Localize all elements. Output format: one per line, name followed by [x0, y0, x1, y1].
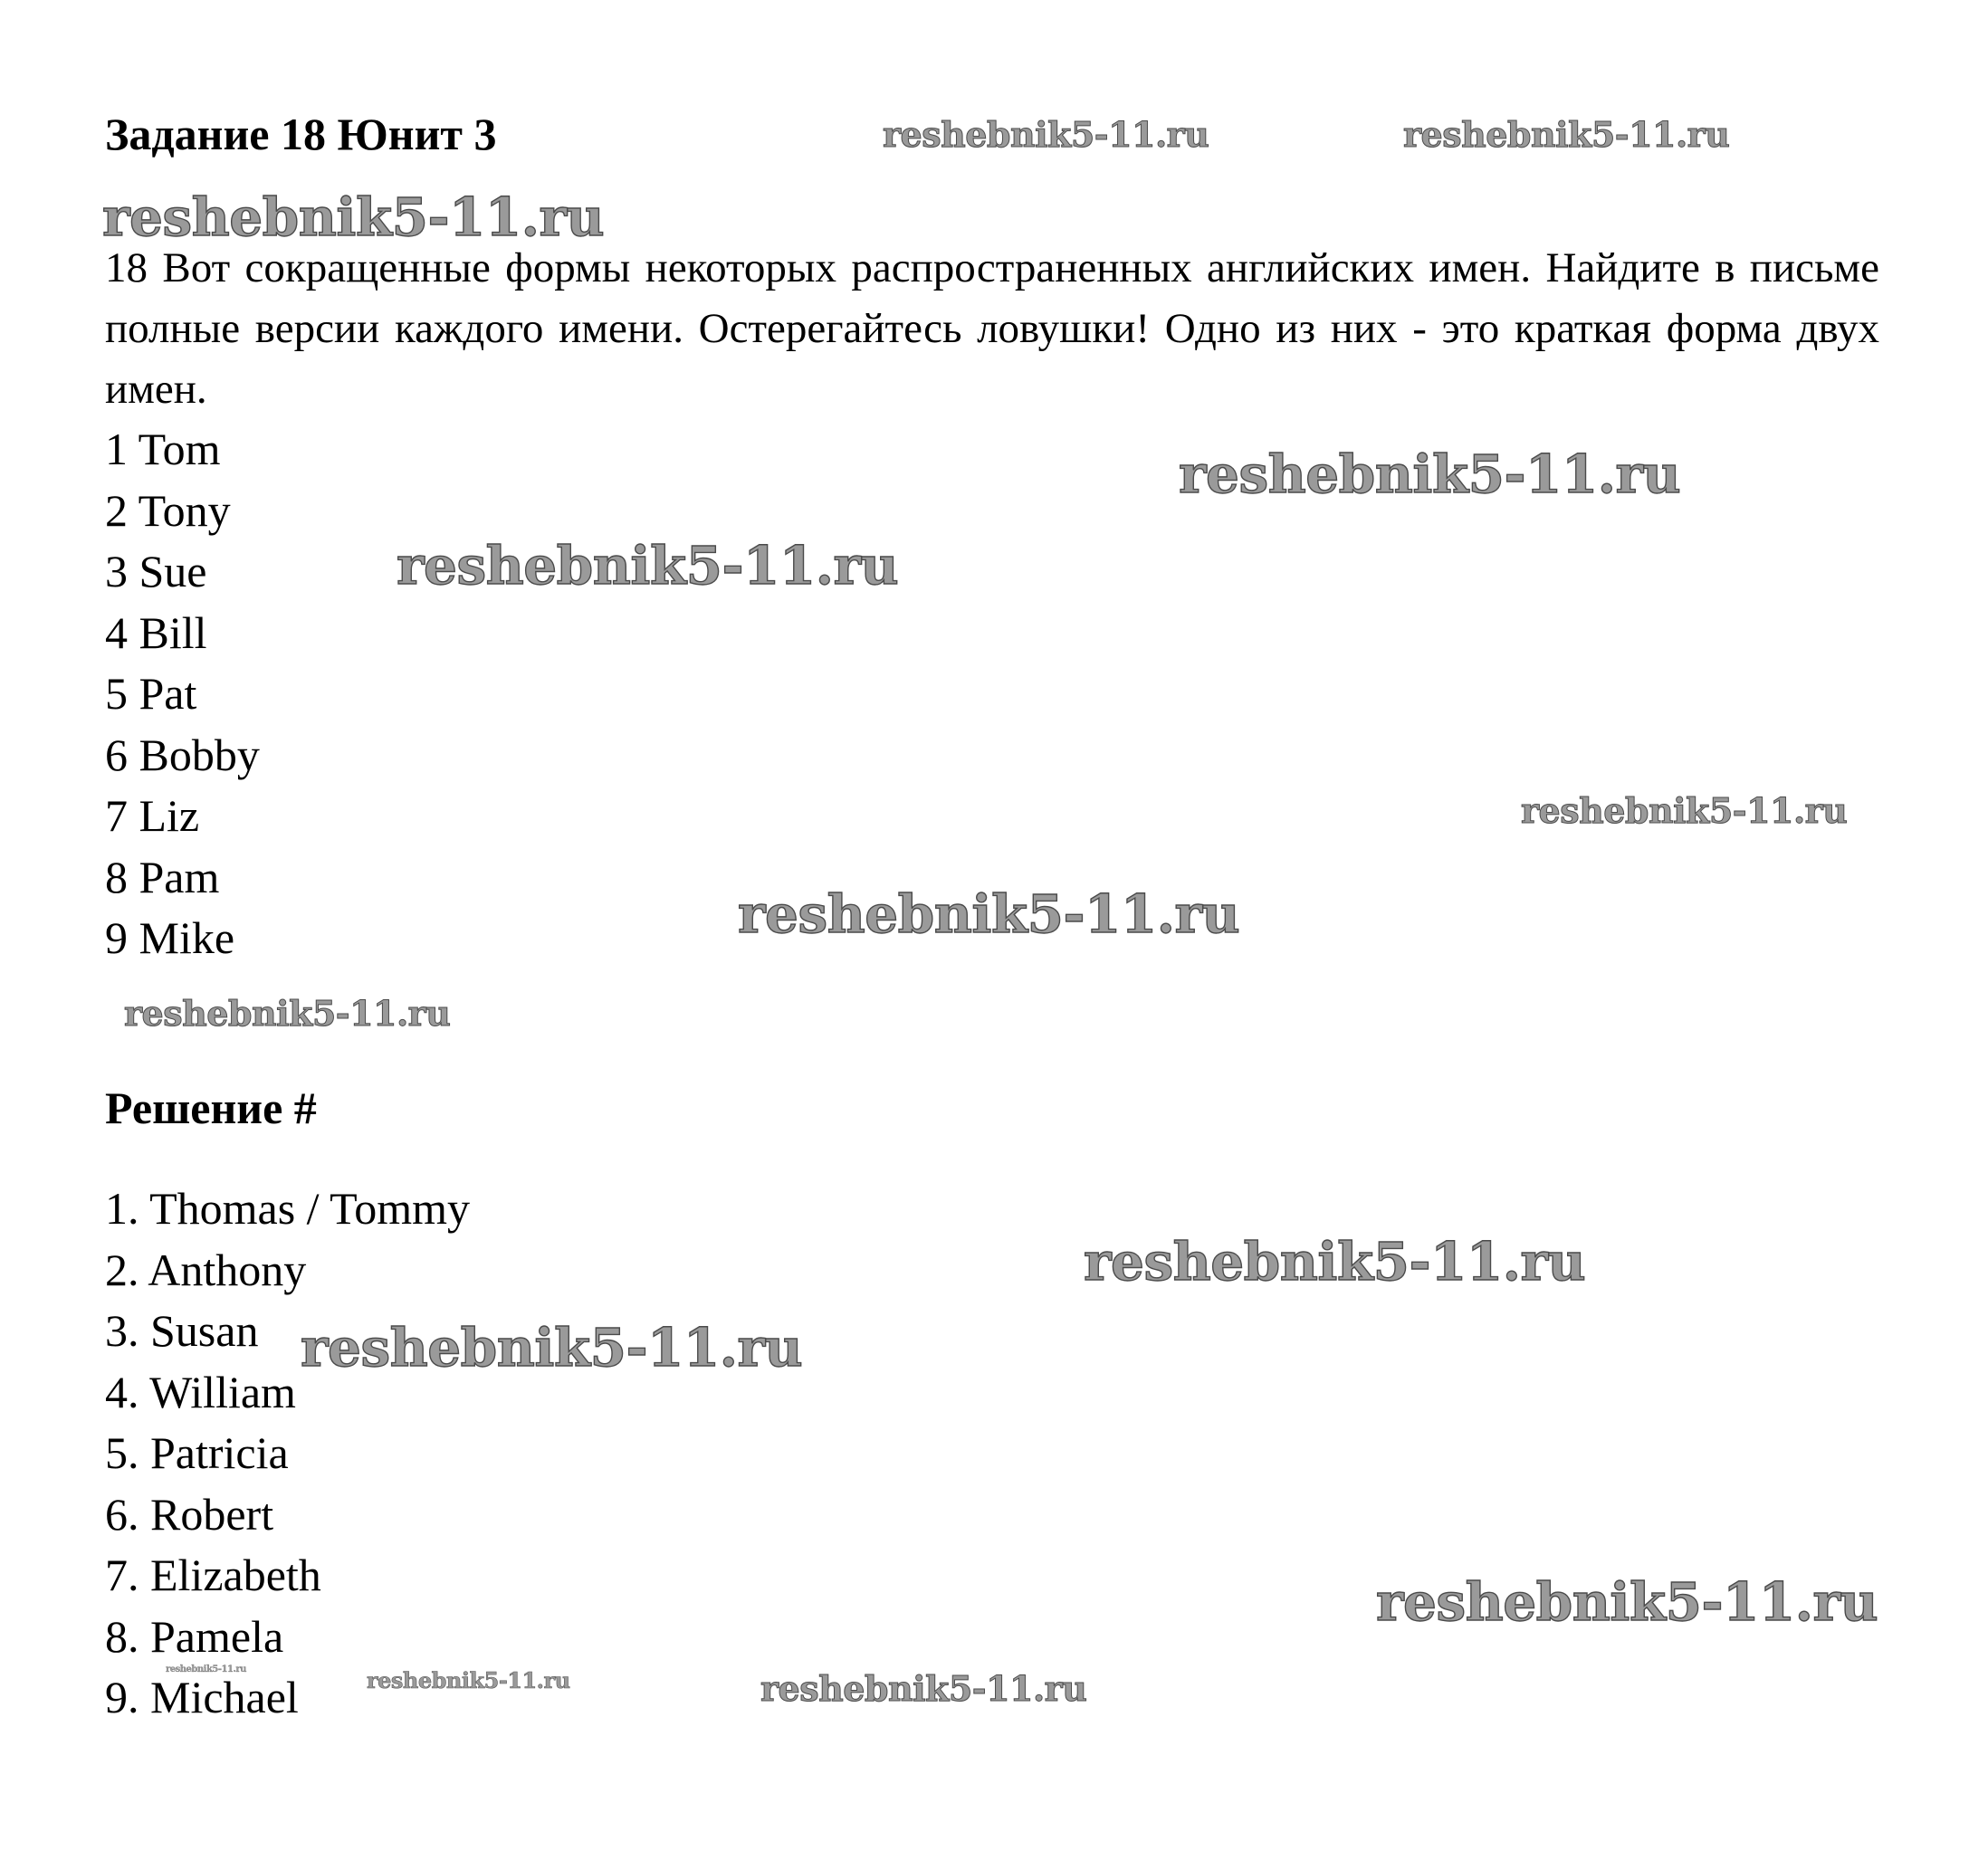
solution-heading: Решение # [105, 1083, 317, 1133]
page-title: Задание 18 Юнит 3 [105, 109, 497, 159]
list-item: 5. Patricia [105, 1427, 289, 1478]
list-item: 4 Bill [105, 606, 207, 658]
watermark: reshebnik5-11.ru [1521, 790, 1848, 831]
list-item: 6 Bobby [105, 729, 260, 780]
list-item: 3 Sue [105, 546, 207, 596]
list-item: 5 Pat [105, 668, 197, 719]
list-item: 6. Robert [105, 1488, 274, 1540]
list-item: 2. Anthony [105, 1244, 307, 1295]
watermark: reshebnik5-11.ru [166, 1664, 246, 1674]
watermark: reshebnik5-11.ru [397, 535, 899, 596]
list-item: 9 Mike [105, 912, 235, 963]
watermark: reshebnik5-11.ru [1084, 1231, 1586, 1292]
watermark: reshebnik5-11.ru [1403, 114, 1730, 155]
list-item: 7 Liz [105, 790, 200, 841]
watermark: reshebnik5-11.ru [301, 1317, 803, 1378]
list-item: 7. Elizabeth [105, 1550, 321, 1600]
watermark: reshebnik5-11.ru [1179, 444, 1681, 505]
watermark: reshebnik5-11.ru [102, 186, 605, 248]
list-item: 8. Pamela [105, 1610, 284, 1662]
list-item: 1 Tom [105, 424, 221, 474]
watermark: reshebnik5-11.ru [124, 993, 451, 1034]
watermark: reshebnik5-11.ru [760, 1668, 1087, 1709]
task-text: 18 Вот сокращенные формы некоторых распространенных английских имен. Найдите в письме полные версии каждого имени. Остерегайтесь ловушки! Одно из них - это краткая форма двух имен. [105, 244, 1879, 413]
list-item: 3. Susan [105, 1305, 259, 1356]
short-forms-list [105, 419, 260, 969]
watermark: reshebnik5-11.ru [738, 883, 1240, 945]
list-item: 2 Tony [105, 484, 231, 536]
watermark: reshebnik5-11.ru [883, 114, 1209, 155]
watermark: reshebnik5-11.ru [1376, 1571, 1878, 1633]
answers-list [105, 1178, 470, 1729]
list-item: 1. Thomas / Tommy [105, 1183, 471, 1234]
list-item: 9. Michael [105, 1672, 299, 1722]
watermark: reshebnik5-11.ru [367, 1667, 570, 1693]
list-item: 4. William [105, 1366, 296, 1417]
list-item: 8 Pam [105, 851, 220, 902]
